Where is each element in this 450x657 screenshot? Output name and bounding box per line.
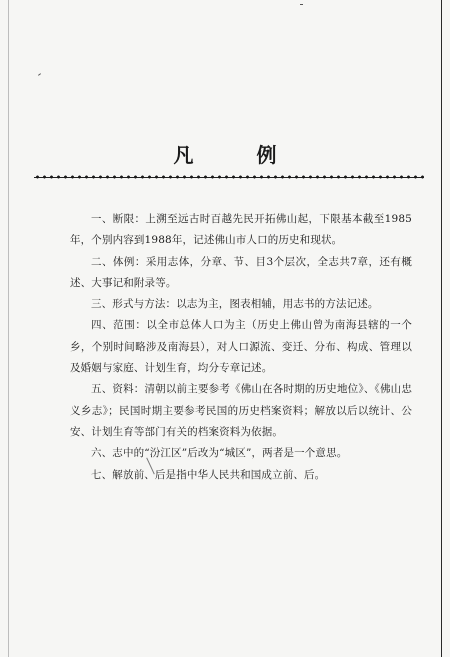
page-left-edge [8, 0, 9, 657]
guideline-item-2: 二、体例：采用志体，分章、节、目3个层次，全志共7章，还有概述、大事记和附录等。 [70, 255, 412, 289]
scan-speck [38, 73, 41, 76]
guideline-item-4: 四、范围：以全市总体人口为主（历史上佛山曾为南海县辖的一个乡，个别时间略涉及南海县），对人口源流、变迁、分布、构成、管理以及婚姻与家庭、计划生育，均分专章记述。 [70, 319, 412, 375]
guideline-item-3: 三、形式与方法：以志为主，图表相辅，用志书的方法记述。 [91, 298, 379, 311]
guideline-item-5: 五、资料：清朝以前主要参考《佛山在各时期的历史地位》、《佛山忠义乡志》；民国时期主要参考民国的历史档案资料；解放以后以统计、公安、计划生育等部门有关的档案资料为依据。 [70, 383, 412, 438]
scan-speck [300, 4, 303, 5]
page-title: 凡 例 [173, 143, 305, 168]
guideline-item-6: 六、志中的“汾江区”后改为“城区”，两者是一个意思。 [91, 447, 348, 460]
guideline-item-1: 一、断限：上溯至远古时百越先民开拓佛山起，下限基本截至1985年，个别内容到1988年，记述佛山市人口的历史和现状。 [70, 213, 412, 247]
page-right-edge [441, 0, 442, 657]
divider-dots [34, 174, 424, 180]
dotted-divider [34, 174, 424, 180]
guideline-item-7: 七、解放前、后是指中华人民共和国成立前、后。 [91, 468, 326, 481]
guidelines-text [70, 209, 412, 486]
